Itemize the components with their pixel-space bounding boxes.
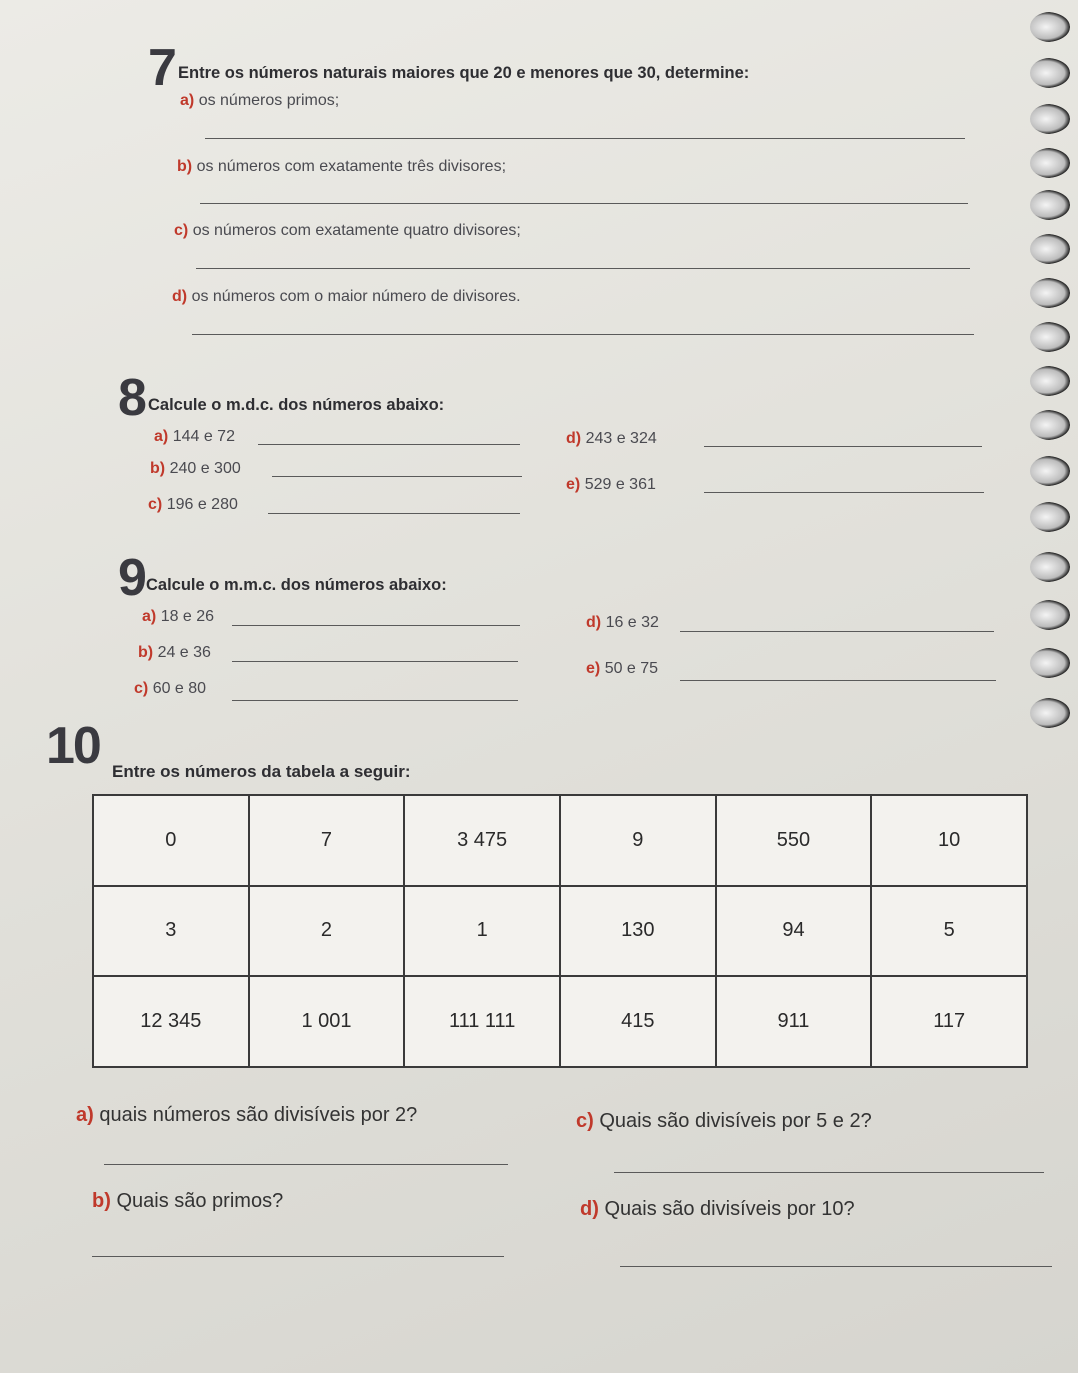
item-text: 144 e 72 [172, 428, 235, 445]
answer-line[interactable] [200, 203, 968, 204]
question-7-number: 7 [148, 39, 175, 97]
item-letter: c) [174, 222, 189, 239]
q7-item-a [180, 92, 339, 110]
q9-item-b [138, 644, 211, 662]
answer-line[interactable] [192, 334, 974, 335]
item-text: 24 e 36 [157, 644, 211, 661]
item-letter: e) [566, 476, 581, 493]
answer-line[interactable] [232, 661, 518, 662]
question-9-number: 9 [118, 549, 145, 607]
q8-item-e [566, 476, 656, 494]
spiral-ring [1030, 410, 1070, 440]
item-letter: a) [154, 428, 169, 445]
table-row [93, 795, 1027, 886]
answer-line[interactable] [92, 1256, 504, 1257]
spiral-ring [1030, 366, 1070, 396]
item-text: 18 e 26 [160, 608, 215, 625]
question-10-number: 10 [46, 717, 100, 775]
answer-line[interactable] [258, 444, 520, 445]
item-text: os números com exatamente quatro divisores; [192, 222, 521, 239]
item-text: os números com o maior número de divisores. [191, 288, 521, 305]
item-text: 243 e 324 [585, 430, 657, 447]
table-cell: 0 [93, 795, 249, 886]
spiral-ring [1030, 552, 1070, 582]
item-letter: b) [150, 460, 166, 477]
spiral-ring [1030, 58, 1070, 88]
q8-item-a [154, 428, 235, 446]
q9-item-a [142, 608, 214, 626]
table-cell: 9 [560, 795, 716, 886]
answer-line[interactable] [614, 1172, 1044, 1173]
item-text: 240 e 300 [169, 460, 241, 477]
q7-item-d [172, 288, 521, 306]
question-10-title: Entre os números da tabela a seguir: [112, 762, 411, 781]
numbers-table [92, 794, 1028, 1068]
spiral-ring [1030, 600, 1070, 630]
table-cell: 3 475 [404, 795, 560, 886]
spiral-ring [1030, 104, 1070, 134]
answer-line[interactable] [205, 138, 965, 139]
table-cell: 117 [871, 976, 1027, 1067]
item-text: os números com exatamente três divisores; [196, 158, 507, 175]
item-letter: c) [134, 680, 149, 697]
item-letter: d) [580, 1198, 599, 1220]
item-letter: d) [566, 430, 582, 447]
table-cell: 911 [716, 976, 872, 1067]
q9-item-c [134, 680, 206, 698]
q7-item-c [174, 222, 521, 240]
table-cell: 3 [93, 886, 249, 977]
table-cell: 1 001 [249, 976, 405, 1067]
q9-item-e [586, 660, 658, 678]
item-text: 16 e 32 [605, 614, 659, 631]
q10-item-c [576, 1110, 872, 1133]
item-text: os números primos; [198, 92, 340, 109]
table-cell: 111 111 [404, 976, 560, 1067]
q8-item-b [150, 460, 241, 478]
item-text: 60 e 80 [152, 680, 207, 697]
table-cell: 2 [249, 886, 405, 977]
answer-line[interactable] [272, 476, 522, 477]
spiral-ring [1030, 190, 1070, 220]
q8-item-c [148, 496, 238, 514]
question-8-number: 8 [118, 369, 145, 427]
item-letter: a) [142, 608, 157, 625]
question-9-title: Calcule o m.m.c. dos números abaixo: [146, 576, 447, 594]
item-letter: b) [138, 644, 154, 661]
answer-line[interactable] [268, 513, 520, 514]
item-text: Quais são primos? [116, 1190, 284, 1212]
table-row [93, 976, 1027, 1067]
q10-item-d [580, 1198, 855, 1221]
spiral-ring [1030, 148, 1070, 178]
item-text: 50 e 75 [604, 660, 659, 677]
table-cell: 5 [871, 886, 1027, 977]
table-cell: 1 [404, 886, 560, 977]
spiral-ring [1030, 234, 1070, 264]
answer-line[interactable] [620, 1266, 1052, 1267]
spiral-ring [1030, 502, 1070, 532]
item-letter: d) [586, 614, 602, 631]
item-text: 196 e 280 [166, 496, 238, 513]
spiral-ring [1030, 322, 1070, 352]
answer-line[interactable] [704, 446, 982, 447]
item-letter: a) [180, 92, 195, 109]
q8-item-d [566, 430, 657, 448]
table-cell: 415 [560, 976, 716, 1067]
question-7-title: Entre os números naturais maiores que 20 e menores que 30, determine: [178, 64, 750, 82]
item-letter: e) [586, 660, 601, 677]
table-cell: 7 [249, 795, 405, 886]
item-text: Quais são divisíveis por 5 e 2? [599, 1110, 872, 1132]
spiral-ring [1030, 278, 1070, 308]
spiral-ring [1030, 456, 1070, 486]
table-cell: 12 345 [93, 976, 249, 1067]
table-cell: 94 [716, 886, 872, 977]
item-letter: c) [576, 1110, 594, 1132]
q7-item-b [177, 158, 506, 176]
answer-line[interactable] [680, 680, 996, 681]
spiral-ring [1030, 648, 1070, 678]
answer-line[interactable] [232, 625, 520, 626]
item-letter: c) [148, 496, 163, 513]
item-letter: a) [76, 1104, 94, 1126]
answer-line[interactable] [680, 631, 994, 632]
item-letter: b) [92, 1190, 111, 1212]
answer-line[interactable] [232, 700, 518, 701]
table-row [93, 886, 1027, 977]
answer-line[interactable] [704, 492, 984, 493]
item-text: quais números são divisíveis por 2? [99, 1104, 418, 1126]
item-text: Quais são divisíveis por 10? [604, 1198, 855, 1220]
question-8-title: Calcule o m.d.c. dos números abaixo: [148, 396, 445, 414]
table-cell: 130 [560, 886, 716, 977]
q10-item-a [76, 1104, 417, 1127]
q9-item-d [586, 614, 659, 632]
spiral-ring [1030, 698, 1070, 728]
q10-item-b [92, 1190, 283, 1213]
spiral-ring [1030, 12, 1070, 42]
item-text: 529 e 361 [584, 476, 656, 493]
item-letter: b) [177, 158, 193, 175]
table-cell: 10 [871, 795, 1027, 886]
answer-line[interactable] [196, 268, 970, 269]
answer-line[interactable] [104, 1164, 508, 1165]
table-cell: 550 [716, 795, 872, 886]
item-letter: d) [172, 288, 188, 305]
